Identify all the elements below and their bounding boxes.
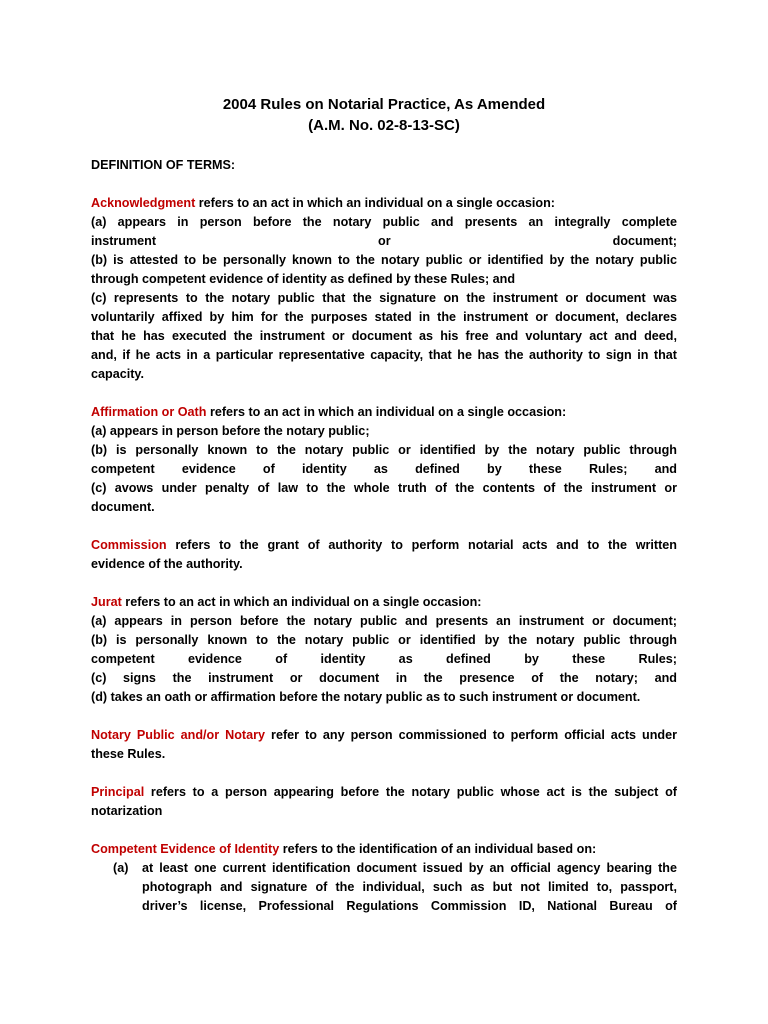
acknowledgment-a-line1: (a) appears in person before the notary public and presents an integrally complete <box>91 215 677 229</box>
term-commission: Commission <box>91 538 167 552</box>
jurat-b-line2: competent evidence of identity as defined by these Rules; <box>91 652 677 666</box>
commission-line2: evidence of the authority. <box>91 557 243 571</box>
term-affirmation: Affirmation or Oath <box>91 405 207 419</box>
affirmation-c-line2: document. <box>91 500 155 514</box>
acknowledgment-c-line3: that he has executed the instrument or document as his free and voluntary act and deed, <box>91 329 677 343</box>
term-acknowledgment: Acknowledgment <box>91 196 196 210</box>
affirmation-a: (a) appears in person before the notary public; <box>91 424 370 438</box>
principal-line2: notarization <box>91 804 163 818</box>
acknowledgment-b-line2: through competent evidence of identity as defined by these Rules; and <box>91 272 516 286</box>
jurat-intro: Jurat refers to an act in which an individual on a single occasion: <box>91 595 482 609</box>
principal-line1: Principal refers to a person appearing before the notary public whose act is the subject of <box>91 785 677 799</box>
term-competent-evidence: Competent Evidence of Identity <box>91 842 280 856</box>
acknowledgment-c-line1: (c) represents to the notary public that the signature on the instrument or document was <box>91 291 677 305</box>
acknowledgment-c-line5: capacity. <box>91 367 144 381</box>
acknowledgment-c-line4: and, if he acts in a particular representative capacity, that he has the authority to sign in that <box>91 348 677 362</box>
notary-line1: Notary Public and/or Notary refer to any person commissioned to perform official acts under <box>91 728 677 742</box>
acknowledgment-b-line1: (b) is attested to be personally known to the notary public or identified by the notary public <box>91 253 677 267</box>
term-jurat: Jurat <box>91 595 122 609</box>
affirmation-b-line1: (b) is personally known to the notary public or identified by the notary public through <box>91 443 677 457</box>
evidence-a-line1: at least one current identification document issued by an official agency bearing the <box>142 861 677 875</box>
evidence-item-a <box>91 859 677 916</box>
notary-line2: these Rules. <box>91 747 166 761</box>
term-principal: Principal <box>91 785 145 799</box>
affirmation-intro: Affirmation or Oath refers to an act in which an individual on a single occasion: <box>91 405 567 419</box>
document-body <box>91 156 677 916</box>
jurat-a: (a) appears in person before the notary public and presents an instrument or document; <box>91 614 677 628</box>
evidence-intro: Competent Evidence of Identity refers to the identification of an individual based on: <box>91 842 597 856</box>
jurat-b-line1: (b) is personally known to the notary public or identified by the notary public through <box>91 633 677 647</box>
acknowledgment-a-line2: instrument or document; <box>91 234 677 248</box>
evidence-a-line3: driver’s license, Professional Regulations Commission ID, National Bureau of <box>142 899 677 913</box>
jurat-c: (c) signs the instrument or document in the presence of the notary; and <box>91 671 677 685</box>
acknowledgment-c-line2: voluntarily affixed by him for the purposes stated in the instrument or document, declares <box>91 310 677 324</box>
acknowledgment-intro: Acknowledgment refers to an act in which an individual on a single occasion: <box>91 196 555 210</box>
evidence-a-line2: photograph and signature of the individual, such as but not limited to, passport, <box>142 880 677 894</box>
document-subtitle: (A.M. No. 02-8-13-SC) <box>308 117 460 134</box>
section-heading: DEFINITION OF TERMS: <box>91 158 236 172</box>
jurat-d: (d) takes an oath or affirmation before the notary public as to such instrument or document. <box>91 690 641 704</box>
evidence-item-a-label: (a) <box>113 861 129 875</box>
affirmation-b-line2: competent evidence of identity as defined by these Rules; and <box>91 462 677 476</box>
affirmation-c-line1: (c) avows under penalty of law to the whole truth of the contents of the instrument or <box>91 481 677 495</box>
document-title: 2004 Rules on Notarial Practice, As Amended <box>222 96 546 113</box>
term-notary-public: Notary Public and/or Notary <box>91 728 266 742</box>
commission-line1: Commission refers to the grant of authority to perform notarial acts and to the written <box>91 538 677 552</box>
